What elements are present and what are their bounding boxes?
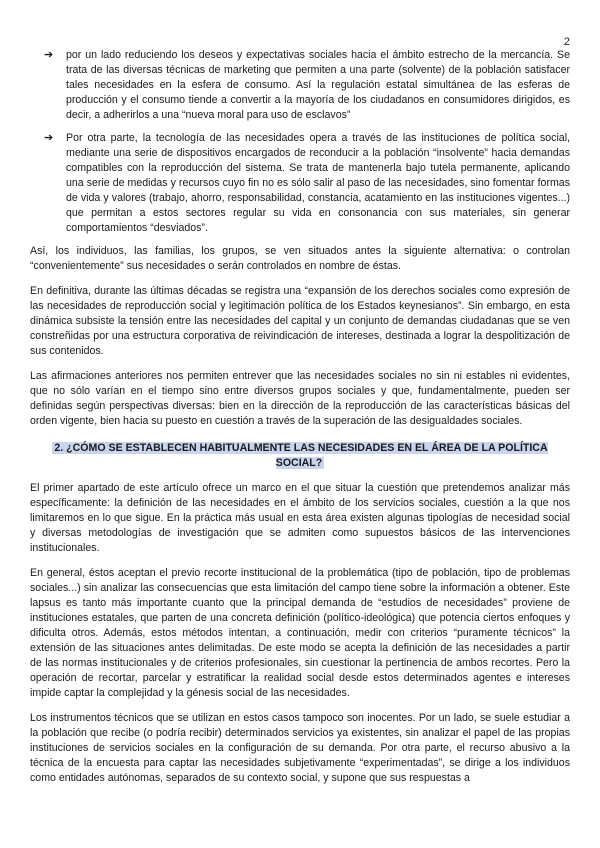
paragraph: Los instrumentos técnicos que se utilizan en estos casos tampoco son inocentes. Por un lado, se suele estudiar a la población que recibe (o podría recibir) determinados servicios ya existentes, sin analizar el papel de las propias instituciones de servicios sociales en la configuración de su demanda. Por otra parte, el recurso abusivo a la técnica de la encuesta para captar las necesidades subjetivamente “experimentadas”, se dirige a los individuos como entidades autónomas, separados de su contexto social, y supone que sus respuestas a [30, 712, 570, 784]
paragraph: Así, los individuos, las familias, los grupos, se ven situados antes la siguiente alternativa: o controlan “convenientemente” sus necesidades o serán controlados en nombre de éstas. [30, 245, 570, 272]
bullet-text: Por otra parte, la tecnología de las necesidades opera a través de las instituciones de política social, mediante una serie de dispositivos encargados de reconducir a la población “insolvente” hacia demandas compatibles con la reproducción del sistema. Se trata de mantenerla bajo tutela permanente, aplicando una serie de medidas y recursos cuyo fin no es sólo salir al paso de las necesidades, sino fomentar formas de vida y valores (trabajo, ahorro, responsabilidad, constancia, acatamiento en las instituciones vigentes...) que permitan a estos sectores regular su vida en consonancia con sus materiales, sin generar comportamientos “desviados”. [66, 132, 570, 234]
bullet-item [30, 48, 570, 123]
page-number: 2 [563, 36, 570, 48]
document-body [30, 48, 570, 796]
bullet-text: por un lado reduciendo los deseos y expectativas sociales hacia el ámbito estrecho de la mercancía. Se trata de las diversas técnicas de marketing que permiten a una parte (solvente) de la población satisfacer tales necesidades en la esfera de consumo. Así la regulación estatal simultánea de las esferas de producción y el consumo tiende a convertir a la mayoría de los ciudadanos en consumidores dirigidos, es decir, a adherirlos a una “nueva moral para uso de esclavos” [66, 49, 570, 121]
paragraph: En general, éstos aceptan el previo recorte institucional de la problemática (tipo de población, tipo de problemas sociales...) sin analizar las consecuencias que esta limitación del campo tiene sobre la información a obtener. Este lapsus es tanto más importante cuanto que la principal demanda de “estudios de necesidades” proviene de instituciones estatales, que parten de una concreta definición (político-ideológica) que potencia ciertos enfoques y dificulta otros. Además, estos métodos intentan, a continuación, medir con criterios “puramente técnicos” la extensión de las situaciones antes delimitadas. De este modo se acepta la definición de las necesidades a partir de las normas institucionales y de criterios profesionales, sin cuestionar la pertinencia de ambos recortes. Pero la operación de recortar, parcelar y estratificar la realidad social desde estos determinados agentes e intereses impide captar la complejidad y la génesis social de las necesidades. [30, 567, 570, 699]
paragraph: Las afirmaciones anteriores nos permiten entrever que las necesidades sociales no sin ni estables ni evidentes, que no sólo varían en el tiempo sino entre diversos grupos sociales y que, fundamentalmente, pueden ser definidas según perspectivas diversas: bien en la dirección de la reproducción de las características básicas del orden vigente, bien hacia su puesto en cuestión a través de la superación de las desigualdades sociales. [30, 370, 570, 427]
section-heading [30, 441, 570, 471]
paragraph: El primer apartado de este artículo ofrece un marco en el que situar la cuestión que pretendemos analizar más específicamente: la definición de las necesidades en el ámbito de los servicios sociales, cuestión a la que nos limitaremos en lo que sigue. En la práctica más usual en esta área existen algunas tipologías de necesidad social y diversas metodologías de investigación que se admiten como supuestos básicos de las intervenciones institucionales. [30, 482, 570, 554]
bullet-item [30, 131, 570, 236]
paragraph: En definitiva, durante las últimas décadas se registra una “expansión de los derechos sociales como expresión de las necesidades de reproducción social y legitimación política de los Estados keynesianos”. Sin embargo, en esta dinámica subsiste la tensión entre las necesidades del capital y un conjunto de demandas ciudadanas que se ven constreñidas por una estructura corporativa de reivindicación de intereses, destinada a lograr la despolitización de sus contenidos. [30, 285, 570, 357]
right-arrow-icon: ➔ [44, 132, 54, 144]
section-heading-text: 2. ¿CÓMO SE ESTABLECEN HABITUALMENTE LAS NECESIDADES EN EL ÁREA DE LA POLÍTICA SOCIAL? [54, 442, 548, 469]
right-arrow-icon: ➔ [44, 49, 54, 61]
